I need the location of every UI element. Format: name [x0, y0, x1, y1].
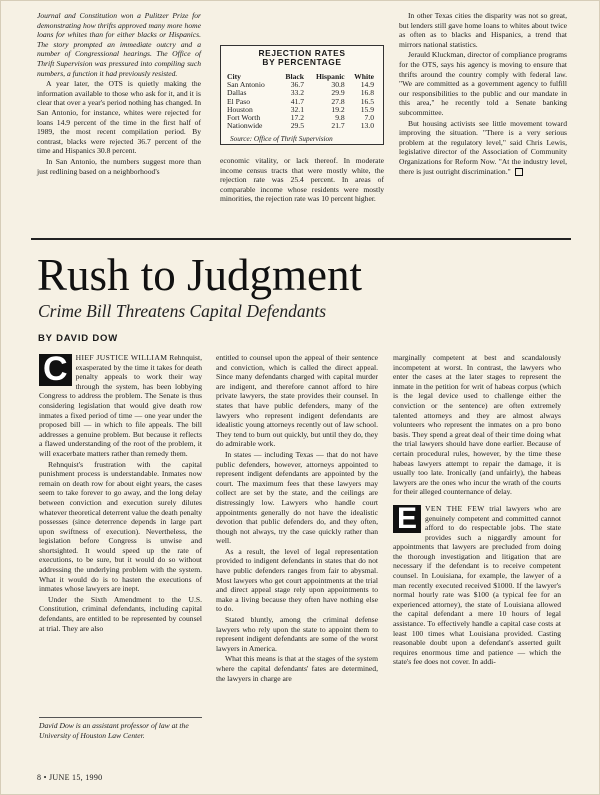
main-article-column-2 — [216, 353, 378, 684]
header-white: White — [354, 72, 374, 81]
top-paragraph: In San Antonio, the numbers suggest more than just redlining based on a neighborhood's — [37, 156, 201, 176]
rejection-rates-table — [227, 72, 377, 131]
section-divider — [31, 238, 571, 240]
body-paragraph: Under the Sixth Amendment to the U.S. Constitution, criminal defendants, including capital defendants, are entitled to be represented by counsel at trial. They are also — [39, 594, 202, 633]
top-article-column-2 — [220, 156, 384, 205]
drop-cap: E — [393, 505, 421, 533]
table-title: REJECTION RATES BY PERCENTAGE — [258, 48, 346, 67]
section-caps: VEN THE FEW — [425, 503, 485, 513]
table-row: San Antonio 36.7 30.8 14.9 — [227, 80, 374, 89]
top-paragraph: economic vitality, or lack thereof. In moderate income census tracts that were mostly white, the rejection rate was 25.4 percent. In areas of comparable income whose residents were mostly minorities, the rejection rate was 10 percent higher. — [220, 156, 384, 204]
top-article-column-3 — [399, 11, 567, 177]
header-hispanic: Hispanic — [315, 72, 345, 81]
top-paragraph: A year later, the OTS is quietly making the information available to those who ask for it, and it is clear that over a year's period nothing has changed. In San Antonio, for instance, whites were rejected for loans 14.9 percent of the time in the first half of 1989, the most recent compilation period. By contrast, blacks were rejected 36.7 percent of the time and Hispanics 30.8 percent. — [37, 79, 201, 156]
byline: BY DAVID DOW — [38, 333, 118, 344]
body-paragraph: As a result, the level of legal representation provided to indigent defendants in states that do not have public defenders ranges from fair to abysmal. Most lawyers who get court appointments at the trial and direct appeal stage rely upon appointments to make a living because they often have nothing else to do. — [216, 546, 378, 614]
top-article-column-1 — [37, 11, 201, 177]
header-city: City — [227, 72, 241, 81]
body-paragraph: What this means is that at the stages of the system where the capital defendants' fates are determined, the lawyers in charge are — [216, 654, 378, 683]
top-paragraph: Journal and Constitution won a Pulitzer Prize for demonstrating how thrifts approved many more home loans for whites than for either blacks or Hispanics. The story prompted an immediate outcry and a number of Congressional hearings. The Office of Thrift Supervision was pressured into compiling such numbers, a function it had previously resisted. — [37, 11, 201, 78]
end-mark-icon — [515, 168, 523, 176]
table-row: Houston 32.1 19.2 15.9 — [227, 104, 374, 114]
main-article-column-3 — [393, 353, 561, 668]
body-paragraph: entitled to counsel upon the appeal of their sentence and conviction, which is called the direct appeal. Since many defendants charged with capital murder are indigent, and therefore cannot afford to hire private lawyers, the state provides their counsel. In states that have public defenders, many of the lawyers who represent indigent defendants are idealistic young attorneys recently out of law school. They tend to burn out quickly, but until they do, they do admirable work. — [216, 353, 378, 449]
header-black: Black — [285, 72, 304, 81]
body-paragraph: In states — including Texas — that do not have public defenders, however, attorneys appointed to represent indigent defendants are appointed by the court. The maximum fees that these lawyers may collect are set by the state, and the ceilings are distressingly low. Lawyers who handle court appointments generally do not have the idealistic devotion that public defenders do, and they often, though not always, try the case quickly rather than well. — [216, 449, 378, 546]
drop-cap: C — [39, 354, 72, 386]
top-paragraph: But housing activists see little movement toward improving the situation. "There is a very serious problem at the regulatory level," said Chris Lewis, legislative director of the Association of Community Organizations for Reform Now. "At the industry level, there is just outright discrimination." — [399, 118, 567, 176]
subhead: Crime Bill Threatens Capital Defendants — [38, 301, 327, 321]
section-paragraph: E VEN THE FEW trial lawyers who are genuinely competent and committed cannot afford to do respectable jobs. The state provides such a niggardly amount for appointments that lawyers are precluded from doing the thorough investigation and litigation that are necessary if the defendant is to receive competent counsel. In Louisiana, for example, the lawyer of a man recently executed received $1000. If the lawyer's normal hourly rate was $100 (a typical fee for an experienced attorney), the state of Louisiana allowed the capital defendant a mere 10 hours of legal assistance. To effectively handle a capital case costs at least 100 times what Louisiana provided. Casting reasonable doubt upon a defendant's asserted guilt requires enormous time and patience — which the state's fee does not cover. In addi- — [393, 501, 561, 667]
body-paragraph: Stated bluntly, among the criminal defense lawyers who rely upon the state to appoint them to represent indigent defendants are some of the worst lawyers in America. — [216, 615, 378, 653]
author-bio: David Dow is an assistant professor of law at the University of Houston Law Center. — [39, 717, 202, 740]
top-paragraph: Jerauld Kluckman, director of compliance programs for the OTS, says his agency is moving to ensure that thrifts around the country comply with federal law. "We are committed as a government agency to fulfill our responsibilities to the public and our mandate in this area," he recently told a Senate banking subcommittee. — [399, 50, 567, 117]
table-row: El Paso 41.7 27.8 16.5 — [227, 96, 374, 106]
table-row: Fort Worth 17.2 9.8 7.0 — [227, 113, 374, 123]
body-paragraph: marginally competent at best and scandalously incompetent at worst. In contrast, the lawyers who enter the cases at the later stages to represent the inmate in the petition for writ of habeas corpus (which is the legal device used to challenge either the conviction or the sentence) are often extremely talented attorneys and they are almost always volunteers who represent the inmates on a pro bono basis. They spend a great deal of their time doing what the trial lawyers should have done earlier. Because of certain procedural rules, however, by the time these habeas lawyers attempt to repair the damage, it is usually too late. Ironically (and unfairly), the habeas lawyers are the ones who incur the wrath of the courts for their alleged counternance of delay. — [393, 353, 561, 497]
body-paragraph: Rehnquist's frustration with the capital punishment process is understandable. Inmates now remain on death row for about eight years, the cases seem to take forever to go away, and the long delay between conviction and execution surely dilutes whatever theoretical deterrent value the death penalty possesses (since deterrence depends in large part upon swiftness of execution). Nevertheless, the legislation before Congress is unwise and shortsighted. It would speed up the rate of executions, to be sure, but it would do so without addressing the underlying problem with the system. What it would do is to hasten the executions of inmates whose lawyers are inept. — [39, 459, 202, 594]
lead-caps: HIEF JUSTICE WILLIAM — [75, 353, 168, 362]
top-paragraph: In other Texas cities the disparity was not so great, but lenders still gave home loans to whites about twice as often as to blacks and Hispanics, a trend that mirrors national statistics. — [399, 11, 567, 49]
main-article-column-1 — [39, 350, 202, 634]
rejection-rates-table-box — [220, 45, 384, 145]
table-row: Dallas 33.2 29.9 16.8 — [227, 88, 374, 98]
headline: Rush to Judgment — [37, 250, 363, 300]
page-footer: 8 • JUNE 15, 1990 — [37, 773, 103, 782]
lead-paragraph: C HIEF JUSTICE WILLIAM Rehnquist, exasperated by the time it takes for death penalty appeals to work their way through the system, has been lobbying Congress to address the problem. The Senate is thus considering legislation that would give death row inmates a fixed period of time — one year under the proposed bill — in which to file appeals. The bill addresses a genuine problem. But because it reflects a flawed understanding of the root of the problem, it will exacerbate matters rather than remedy them. — [39, 350, 202, 458]
table-source: Source: Office of Thrift Supervision — [230, 134, 333, 143]
table-row: Nationwide 29.5 21.7 13.0 — [227, 121, 374, 131]
